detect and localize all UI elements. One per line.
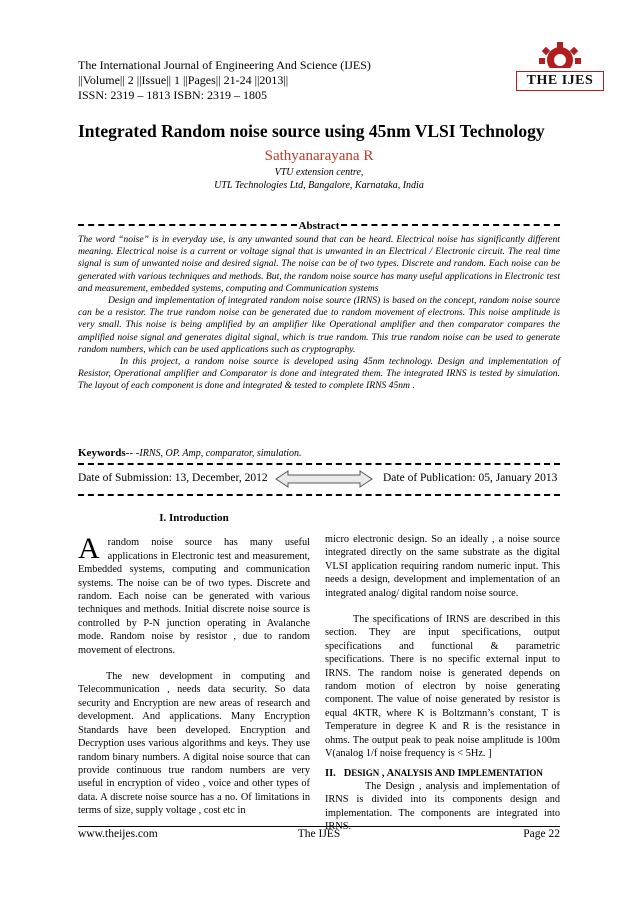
drop-cap: A (78, 532, 100, 566)
keywords-label: Keywords (78, 447, 126, 459)
intro-paragraph: micro electronic design. So an ideally , a noise source integrated directly on the same substrate as the digital VLSI application requiring random numeric input. This needs a design, development and implementation of an integrated analog/ digital random noise source. (325, 534, 560, 599)
section-heading: I. Introduction (159, 512, 229, 524)
divider (341, 224, 560, 228)
journal-logo (516, 38, 604, 94)
divider (78, 463, 560, 465)
keywords (78, 447, 302, 459)
publication-date: Date of Publication: 05, January 2013 (383, 472, 558, 484)
abstract-body (78, 234, 560, 393)
double-arrow-icon (274, 470, 374, 488)
journal-issn: ISSN: 2319 – 1813 ISBN: 2319 – 1805 (78, 88, 268, 102)
abstract-heading-label: Abstract (298, 220, 340, 232)
submission-date: Date of Submission: 13, December, 2012 (78, 472, 268, 484)
affiliation-line-1: VTU extension centre, (274, 167, 364, 178)
right-column (325, 533, 560, 834)
intro-paragraph: The specifications of IRNS are described in this section. They are input specifications, output specifications and functional & parametric specifications. There is no specific external input to IRNS. The random noise is generated depends on random motion of electron by noise generating component. The value of noise generated by resistor is equal 4KTR, where K is Boltzmann’s constant, T is Temperature in degree K and R is the resistance in ohms. The output peak to peak noise amplitude is 100m V(analog 1/f noise frequency is < 5Hz. ] (325, 614, 560, 760)
intro-paragraph (78, 532, 310, 657)
page-number: Page 22 (523, 828, 560, 840)
page-footer (78, 828, 560, 844)
keywords-text: IRNS, OP. Amp, comparator, simulation. (139, 448, 302, 459)
footer-url: www.theijes.com (78, 828, 158, 840)
abstract-paragraph: In this project, a random noise source is developed using 45nm technology. Design and implementation of Resistor, Operational amplifier and Comparator is done and integrated them. The integrated IRNS is tested by simulation. The layout of each component is done and integrated & tested to complete IRNS 45nm . (78, 356, 560, 392)
intro-paragraph: The new development in computing and Telecommunication , needs data security. So data security and Encryption are new areas of research and development. And applications. Many Encryption Standards have been developed. Encryption and Decryption uses various algorithms and keys. They use random binary numbers. A digital noise source that can provide continuous true random numbers are very useful in encryption of video , voice and other types of data. A discrete noise source has a no. Of limitations in terms of size, supply voltage , cost etc in (78, 671, 310, 817)
intro-paragraph-text: random noise source has many useful applications in Electronic test and measurement, Embedded systems, computing and communication systems. The noise can be of two types. Discrete and random. Each noise can be generated with various techniques and methods. Initial discrete noise source is controlled by P-N junction operating in Avalanche mode. Random noise by resistor , due to random movement of electrons. (78, 537, 310, 656)
abstract-paragraph: Design and implementation of integrated random noise source (IRNS) is based on the concept, random noise source can be a resistor. The true random noise can be generated due to random movement of electrons. This noise amplitude is very small. This noise is being amplified by an amplifier like Operational amplifier and then comparator compares the amplified noise signal and generates digital signal, which is true random. This true random noise can be used to generate random numbers, which can be used applications such as cryptography. (78, 295, 560, 355)
affiliation-line-2: UTL Technologies Ltd, Bangalore, Karnataka, India (214, 180, 424, 191)
journal-name: The International Journal of Engineering And Science (IJES) (78, 58, 371, 72)
abstract-paragraph: The word “noise” is in everyday use, is any unwanted sound that can be heard. Electrical noise has significantly different meaning. Electrical noise is a current or voltage signal that is unwanted in an Electrical / Electronic circuit. The real time signal is sum of unwanted noise and desired signal. The noise can be of two types. Discrete and random. Each noise can be generated with various techniques and methods. But, the random noise source has many useful applications in Electronic test and measurement, embedded systems, computing and Communication systems (78, 234, 560, 294)
journal-header (78, 58, 371, 103)
dates-row (78, 470, 560, 488)
divider (78, 826, 560, 827)
section-heading: II. DESIGN , ANALYSIS AND IMPLEMENTATION (325, 767, 543, 779)
keywords-separator: -- - (125, 447, 140, 459)
paper-title: Integrated Random noise source using 45nm VLSI Technology (78, 121, 545, 141)
abstract-heading (78, 219, 560, 233)
journal-volume: ||Volume|| 2 ||Issue|| 1 ||Pages|| 21-24 ||2013|| (78, 73, 289, 87)
divider (78, 224, 297, 228)
divider (78, 494, 560, 496)
author-name: Sathyanarayana R (264, 148, 374, 164)
logo-text: THE IJES (516, 71, 604, 91)
left-column (78, 512, 310, 818)
footer-journal: The IJES (297, 828, 341, 840)
section-paragraph: The Design , analysis and implementation of IRNS is divided into its components design and implementation. The components are integrated into IRNS. (325, 780, 560, 833)
